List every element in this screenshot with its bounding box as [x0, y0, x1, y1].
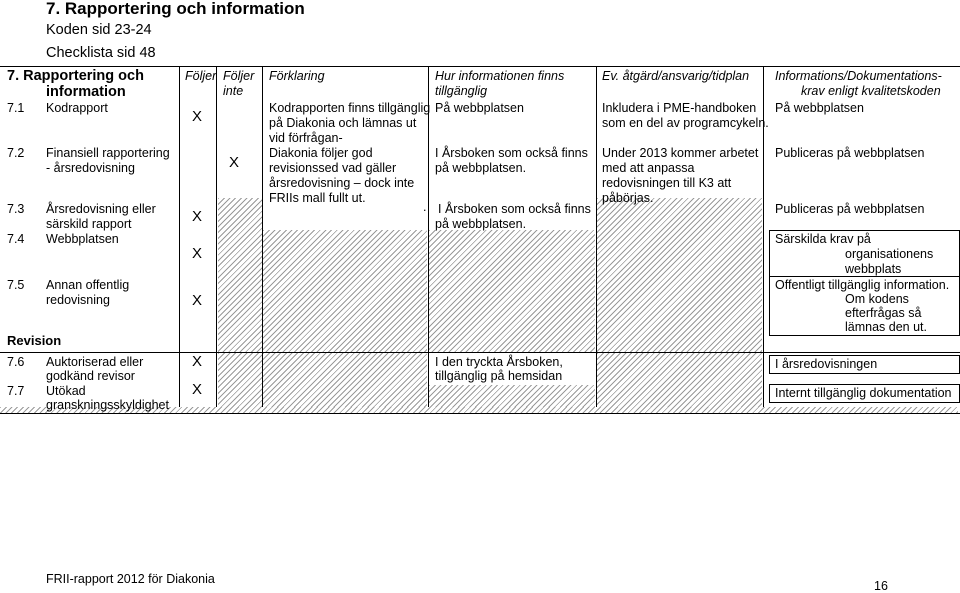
row-7-2-how-2: på webbplatsen. — [435, 161, 527, 175]
revision-heading: Revision — [7, 333, 62, 348]
row-7-2-label-2: - årsredovisning — [46, 161, 135, 175]
page-number: 16 — [874, 579, 888, 593]
row-7-1-expl-1: Kodrapporten finns tillgänglig — [269, 101, 431, 115]
row-7-2-expl-1: Diakonia följer god — [269, 146, 373, 160]
hatched-cell — [597, 198, 762, 352]
row-7-2-action-4: påbörjas. — [602, 191, 654, 205]
row-7-6-label-1: Auktoriserad eller — [46, 355, 144, 369]
header-not-follows-1: Följer — [223, 69, 255, 83]
row-7-3-req: Publiceras på webbplatsen — [775, 202, 925, 216]
row-7-2-req: Publiceras på webbplatsen — [775, 146, 925, 160]
row-7-3-number: 7.3 — [7, 202, 25, 216]
col-divider — [216, 66, 217, 413]
header-action: Ev. åtgärd/ansvarig/tidplan — [602, 69, 750, 83]
row-7-1-label: Kodrapport — [46, 101, 108, 115]
row-7-3-how-2: på webbplatsen. — [435, 217, 527, 231]
header-not-follows-2: inte — [223, 84, 244, 98]
row-7-6-how-1: I den tryckta Årsboken, — [435, 355, 563, 369]
header-section-line1: 7. Rapportering och — [7, 68, 144, 84]
hatched-cell — [263, 230, 427, 352]
row-7-3-how-1: I Årsboken som också finns — [438, 202, 591, 216]
header-line-2: Checklista sid 48 — [46, 45, 156, 61]
row-7-7-req: Internt tillgänglig dokumentation — [775, 386, 952, 400]
row-7-2-expl-4: FRIIs mall fullt ut. — [269, 191, 366, 205]
table-top-line — [0, 66, 960, 67]
row-7-5-req-1: Offentligt tillgänglig information. — [775, 278, 950, 292]
row-7-2-how-1: I Årsboken som också finns — [435, 146, 588, 160]
row-7-1-how: På webbplatsen — [435, 101, 524, 115]
row-7-4-req-3: webbplats — [845, 262, 902, 276]
row-7-1-expl-2: på Diakonia och lämnas ut — [269, 116, 417, 130]
row-7-7-label-2: granskningsskyldighet — [46, 398, 169, 412]
row-7-5-req-2: Om kodens — [845, 292, 909, 306]
row-7-1-action-2: som en del av programcykeln. — [602, 116, 769, 130]
row-7-4-req-1: Särskilda krav på — [775, 232, 871, 246]
table-bottom-line — [0, 413, 960, 414]
row-7-4-number: 7.4 — [7, 232, 25, 246]
row-7-4-label: Webbplatsen — [46, 232, 119, 246]
header-line-1: Koden sid 23-24 — [46, 22, 152, 38]
hatched-cell — [429, 385, 595, 407]
row-7-3-label-2: särskild rapport — [46, 217, 132, 231]
row-7-2-not-follows-mark: X — [229, 154, 240, 171]
row-7-2-number: 7.2 — [7, 146, 25, 160]
row-7-7-label-1: Utökad — [46, 384, 86, 398]
footer-left: FRII-rapport 2012 för Diakonia — [46, 572, 215, 586]
header-how-available-1: Hur informationen finns — [435, 69, 565, 83]
row-7-1-req: På webbplatsen — [775, 101, 864, 115]
row-7-4-req-2: organisationens — [845, 247, 934, 261]
row-7-5-req-box — [769, 276, 960, 336]
row-7-6-req: I årsredovisningen — [775, 357, 878, 371]
row-7-6-follows-mark: X — [192, 353, 203, 370]
row-7-2-expl-2: revisionssed vad gäller — [269, 161, 397, 175]
row-7-3-dot: . — [423, 200, 427, 214]
page-title: 7. Rapportering och information — [46, 0, 305, 18]
row-7-7-follows-mark: X — [192, 381, 203, 398]
row-7-2-action-1: Under 2013 kommer arbetet — [602, 146, 759, 160]
row-7-3-label-1: Årsredovisning eller — [46, 202, 156, 216]
row-7-3-follows-mark: X — [192, 208, 203, 225]
row-7-6-how-2: tillgänglig på hemsidan — [435, 369, 563, 383]
hatched-cell — [429, 230, 595, 352]
row-7-5-number: 7.5 — [7, 278, 25, 292]
row-7-5-req-4: lämnas den ut. — [845, 320, 927, 334]
row-7-2-expl-3: årsredovisning – dock inte — [269, 176, 415, 190]
row-7-6-label-2: godkänd revisor — [46, 369, 135, 383]
header-explanation: Förklaring — [269, 69, 325, 83]
header-requirements-1: Informations/Dokumentations- — [775, 69, 942, 83]
row-7-1-follows-mark: X — [192, 108, 203, 125]
header-section-line2: information — [46, 84, 126, 100]
header-follows: Följer — [185, 69, 217, 83]
header-requirements-2: krav enligt kvalitetskoden — [801, 84, 941, 98]
row-7-5-follows-mark: X — [192, 292, 203, 309]
hatched-cell — [218, 198, 262, 352]
row-7-1-expl-3: vid förfrågan- — [269, 131, 343, 145]
revision-divider — [0, 352, 960, 353]
hatched-cell — [263, 353, 427, 407]
row-7-6-req-box — [769, 355, 960, 374]
col-divider — [179, 66, 180, 413]
hatched-cell — [218, 353, 262, 407]
row-7-2-action-3: redovisningen till K3 att — [602, 176, 732, 190]
row-7-2-action-2: med att anpassa — [602, 161, 695, 175]
row-7-5-label-1: Annan offentlig — [46, 278, 130, 292]
row-7-1-action-1: Inkludera i PME-handboken — [602, 101, 757, 115]
header-how-available-2: tillgänglig — [435, 84, 488, 98]
row-7-7-req-box — [769, 384, 960, 403]
row-7-4-follows-mark: X — [192, 245, 203, 262]
row-7-5-req-3: efterfrågas så — [845, 306, 922, 320]
hatched-cell — [597, 353, 762, 407]
row-7-4-req-box — [769, 230, 960, 277]
row-7-7-number: 7.7 — [7, 384, 25, 398]
row-7-2-label-1: Finansiell rapportering — [46, 146, 170, 160]
row-7-5-label-2: redovisning — [46, 293, 110, 307]
row-7-1-number: 7.1 — [7, 101, 25, 115]
row-7-6-number: 7.6 — [7, 355, 25, 369]
